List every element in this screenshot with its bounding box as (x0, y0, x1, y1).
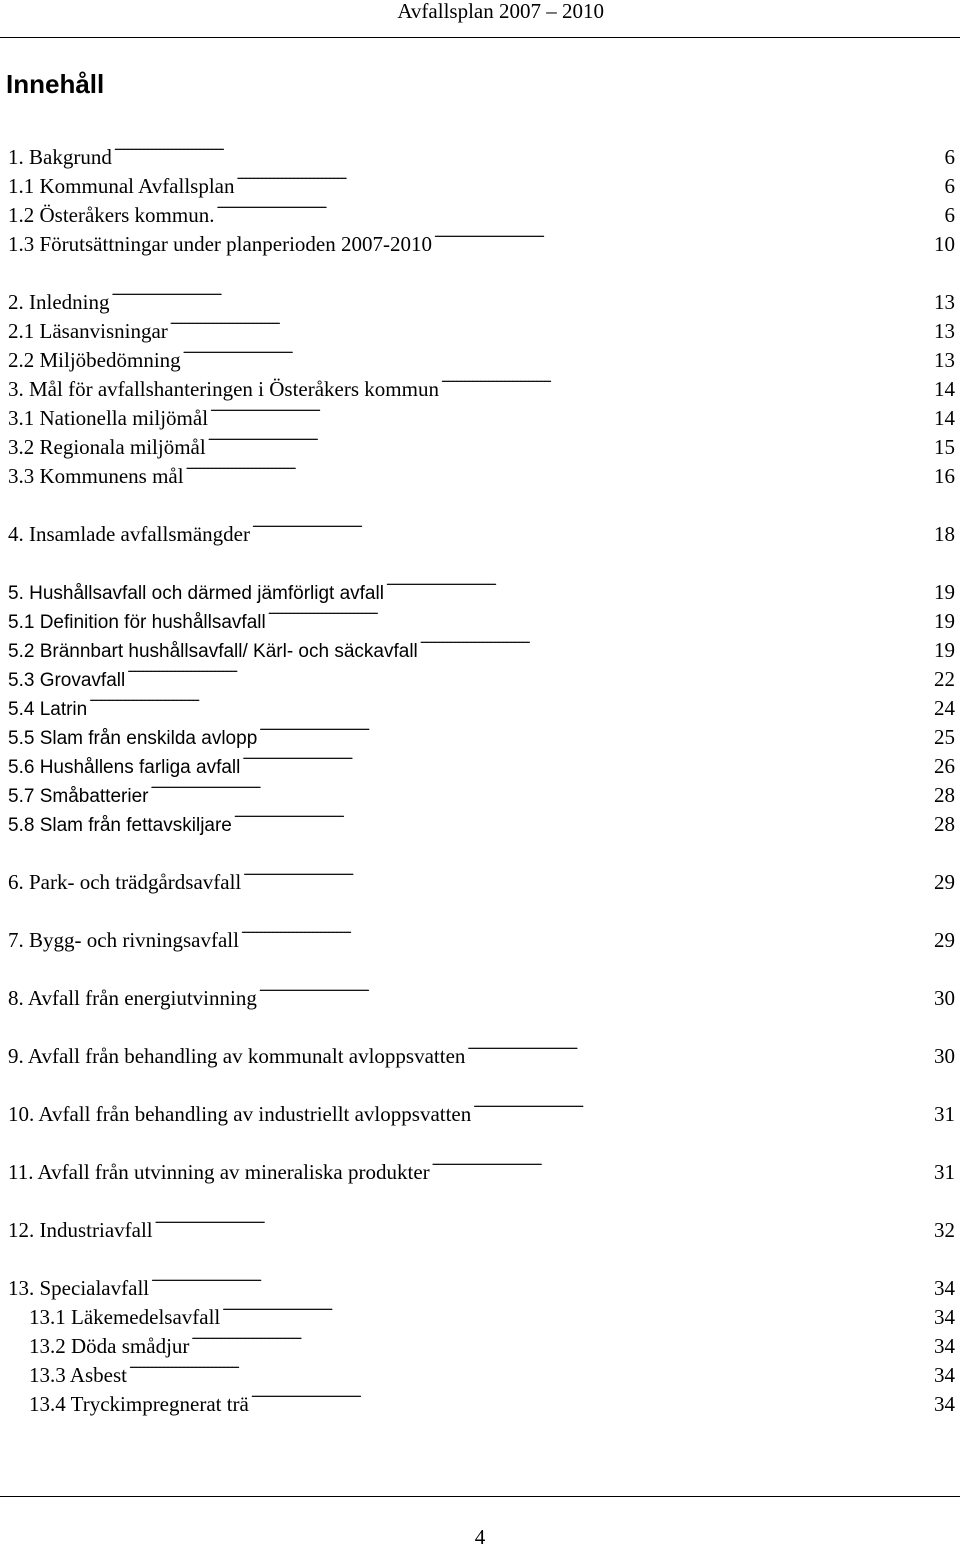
toc-entry[interactable] (0, 399, 955, 431)
toc-entry-label: 13.1 Läkemedelsavfall (29, 1305, 221, 1329)
toc-leader-dots (234, 805, 931, 831)
toc-entry-label: 3.3 Kommunens mål (8, 464, 184, 488)
toc-entry[interactable] (0, 515, 955, 547)
toc-leader-dots (129, 1356, 931, 1382)
toc-entry[interactable] (0, 196, 955, 228)
toc-entry[interactable] (0, 979, 955, 1011)
toc-entry-page: 19 (934, 609, 955, 633)
page-number: 4 (474, 1525, 486, 1549)
page-title: Innehåll (6, 69, 105, 99)
toc-leader-dots (150, 776, 931, 802)
toc-entry-page: 6 (944, 174, 955, 198)
toc-entry-label: 3.2 Regionala miljömål (8, 435, 206, 459)
toc-entry[interactable] (0, 370, 955, 402)
toc-leader-dots (268, 602, 931, 628)
toc-entry[interactable] (0, 225, 955, 257)
toc-entry-label: 11. Avfall från utvinning av mineraliska produkter (8, 1160, 430, 1184)
header-rule (0, 37, 960, 38)
toc-leader-dots (183, 341, 931, 367)
toc-entry-page: 28 (934, 812, 955, 836)
toc-entry-page: 28 (934, 783, 955, 807)
toc-entry[interactable] (0, 1298, 955, 1330)
toc-entry-page: 22 (934, 667, 955, 691)
toc-entry[interactable] (0, 283, 955, 315)
toc-entry-page: 19 (934, 580, 955, 604)
toc-entry-page: 29 (934, 870, 955, 894)
toc-leader-dots (441, 370, 931, 396)
toc-entry-label: 9. Avfall från behandling av kommunalt avloppsvatten (8, 1044, 466, 1068)
toc-entry[interactable] (0, 138, 955, 170)
toc-entry-page: 26 (934, 754, 955, 778)
toc-entry-page: 34 (934, 1276, 955, 1300)
toc-leader-dots (259, 979, 931, 1005)
toc-leader-dots (222, 1298, 931, 1324)
toc-entry-label: 4. Insamlade avfallsmängder (8, 522, 250, 546)
toc-leader-dots (210, 399, 931, 425)
running-header: Avfallsplan 2007 – 2010 (397, 0, 604, 23)
footer-rule (0, 1496, 960, 1497)
toc-entry-label: 1. Bakgrund (8, 145, 112, 169)
toc-entry-page: 19 (934, 638, 955, 662)
toc-entry-page: 15 (934, 435, 955, 459)
toc-leader-dots (420, 631, 931, 657)
toc-entry-label: 5.7 Småbatterier (8, 786, 149, 807)
toc-entry-page: 34 (934, 1305, 955, 1329)
toc-entry-page: 6 (944, 203, 955, 227)
toc-entry-label: 3. Mål för avfallshanteringen i Österåkers kommun (8, 377, 439, 401)
toc-leader-dots (432, 1153, 931, 1179)
toc-leader-dots (151, 1269, 931, 1295)
toc-entry-page: 13 (934, 290, 955, 314)
toc-entry-page: 34 (934, 1392, 955, 1416)
toc-entry[interactable] (0, 457, 955, 489)
toc-entry[interactable] (0, 1269, 955, 1301)
toc-entry[interactable] (0, 312, 955, 344)
toc-leader-dots (259, 718, 931, 744)
toc-entry-label: 13. Specialavfall (8, 1276, 150, 1300)
toc-entry-page: 32 (934, 1218, 955, 1242)
toc-leader-dots (170, 312, 931, 338)
toc-entry-label: 6. Park- och trädgårdsavfall (8, 870, 242, 894)
toc-entry[interactable] (0, 1327, 955, 1359)
toc-entry-label: 3.1 Nationella miljömål (8, 406, 209, 430)
toc-entry-page: 31 (934, 1102, 955, 1126)
toc-leader-dots (434, 225, 931, 251)
toc-entry[interactable] (0, 1211, 955, 1243)
toc-leader-dots (114, 138, 942, 164)
toc-entry-label: 5.8 Slam från fettavskiljare (8, 815, 232, 836)
toc-entry-label: 2.1 Läsanvisningar (8, 319, 168, 343)
toc-entry-label: 5. Hushållsavfall och därmed jämförligt avfall (8, 583, 384, 604)
toc-entry-page: 29 (934, 928, 955, 952)
toc-entry-page: 34 (934, 1363, 955, 1387)
toc-leader-dots (243, 863, 931, 889)
toc-entry-page: 30 (934, 986, 955, 1010)
toc-leader-dots (186, 457, 931, 483)
toc-entry[interactable] (0, 1095, 955, 1127)
toc-entry-label: 7. Bygg- och rivningsavfall (8, 928, 239, 952)
toc-entry-label: 5.2 Brännbart hushållsavfall/ Kärl- och säckavfall (8, 641, 418, 662)
toc-entry-label: 2. Inledning (8, 290, 110, 314)
toc-entry-label: 5.6 Hushållens farliga avfall (8, 757, 241, 778)
toc-entry[interactable] (0, 805, 955, 839)
toc-leader-dots (155, 1211, 931, 1237)
toc-entry-label: 12. Industriavfall (8, 1218, 153, 1242)
toc-entry[interactable] (0, 1037, 955, 1069)
toc-entry-label: 13.2 Döda smådjur (29, 1334, 190, 1358)
toc-entry[interactable] (0, 1356, 955, 1388)
toc-entry-page: 13 (934, 348, 955, 372)
toc-entry[interactable] (0, 921, 955, 953)
toc-entry-label: 1.1 Kommunal Avfallsplan (8, 174, 235, 198)
toc-entry-page: 18 (934, 522, 955, 546)
toc-entry-label: 10. Avfall från behandling av industriellt avloppsvatten (8, 1102, 472, 1126)
toc-entry-label: 13.4 Tryckimpregnerat trä (29, 1392, 249, 1416)
toc-leader-dots (111, 283, 931, 309)
toc-entry-label: 13.3 Asbest (29, 1363, 128, 1387)
toc-entry[interactable] (0, 167, 955, 199)
toc-entry-page: 14 (934, 377, 955, 401)
toc-entry-label: 5.1 Definition för hushållsavfall (8, 612, 266, 633)
toc-entry[interactable] (0, 1153, 955, 1185)
toc-leader-dots (208, 428, 931, 454)
toc-entry-label: 5.4 Latrin (8, 699, 88, 720)
toc-entry-page: 13 (934, 319, 955, 343)
toc-leader-dots (386, 573, 931, 599)
toc-entry-page: 14 (934, 406, 955, 430)
toc-entry-label: 5.5 Slam från enskilda avlopp (8, 728, 258, 749)
toc-entry-page: 24 (934, 696, 955, 720)
toc-entry-label: 1.3 Förutsättningar under planperioden 2007-2010 (8, 232, 432, 256)
toc-leader-dots (473, 1095, 931, 1121)
toc-entry-label: 8. Avfall från energiutvinning (8, 986, 257, 1010)
toc-entry[interactable] (0, 341, 955, 373)
toc-entry-label: 5.3 Grovavfall (8, 670, 126, 691)
toc-entry-page: 10 (934, 232, 955, 256)
toc-entry[interactable] (0, 863, 955, 895)
toc-entry-page: 30 (934, 1044, 955, 1068)
toc-leader-dots (191, 1327, 931, 1353)
toc-entry-page: 6 (944, 145, 955, 169)
toc-entry-page: 34 (934, 1334, 955, 1358)
toc-entry[interactable] (0, 1385, 955, 1417)
toc-leader-dots (252, 515, 931, 541)
toc-entry-label: 1.2 Österåkers kommun. (8, 203, 215, 227)
toc-leader-dots (89, 689, 931, 715)
toc-leader-dots (251, 1385, 931, 1411)
toc-entry-page: 16 (934, 464, 955, 488)
toc-entry-page: 25 (934, 725, 955, 749)
toc-leader-dots (127, 660, 931, 686)
toc-leader-dots (467, 1037, 931, 1063)
toc-entry-label: 2.2 Miljöbedömning (8, 348, 181, 372)
toc-leader-dots (216, 196, 941, 222)
toc-leader-dots (237, 167, 942, 193)
toc-leader-dots (241, 921, 931, 947)
toc-leader-dots (242, 747, 931, 773)
toc-entry-page: 31 (934, 1160, 955, 1184)
toc-entry[interactable] (0, 428, 955, 460)
